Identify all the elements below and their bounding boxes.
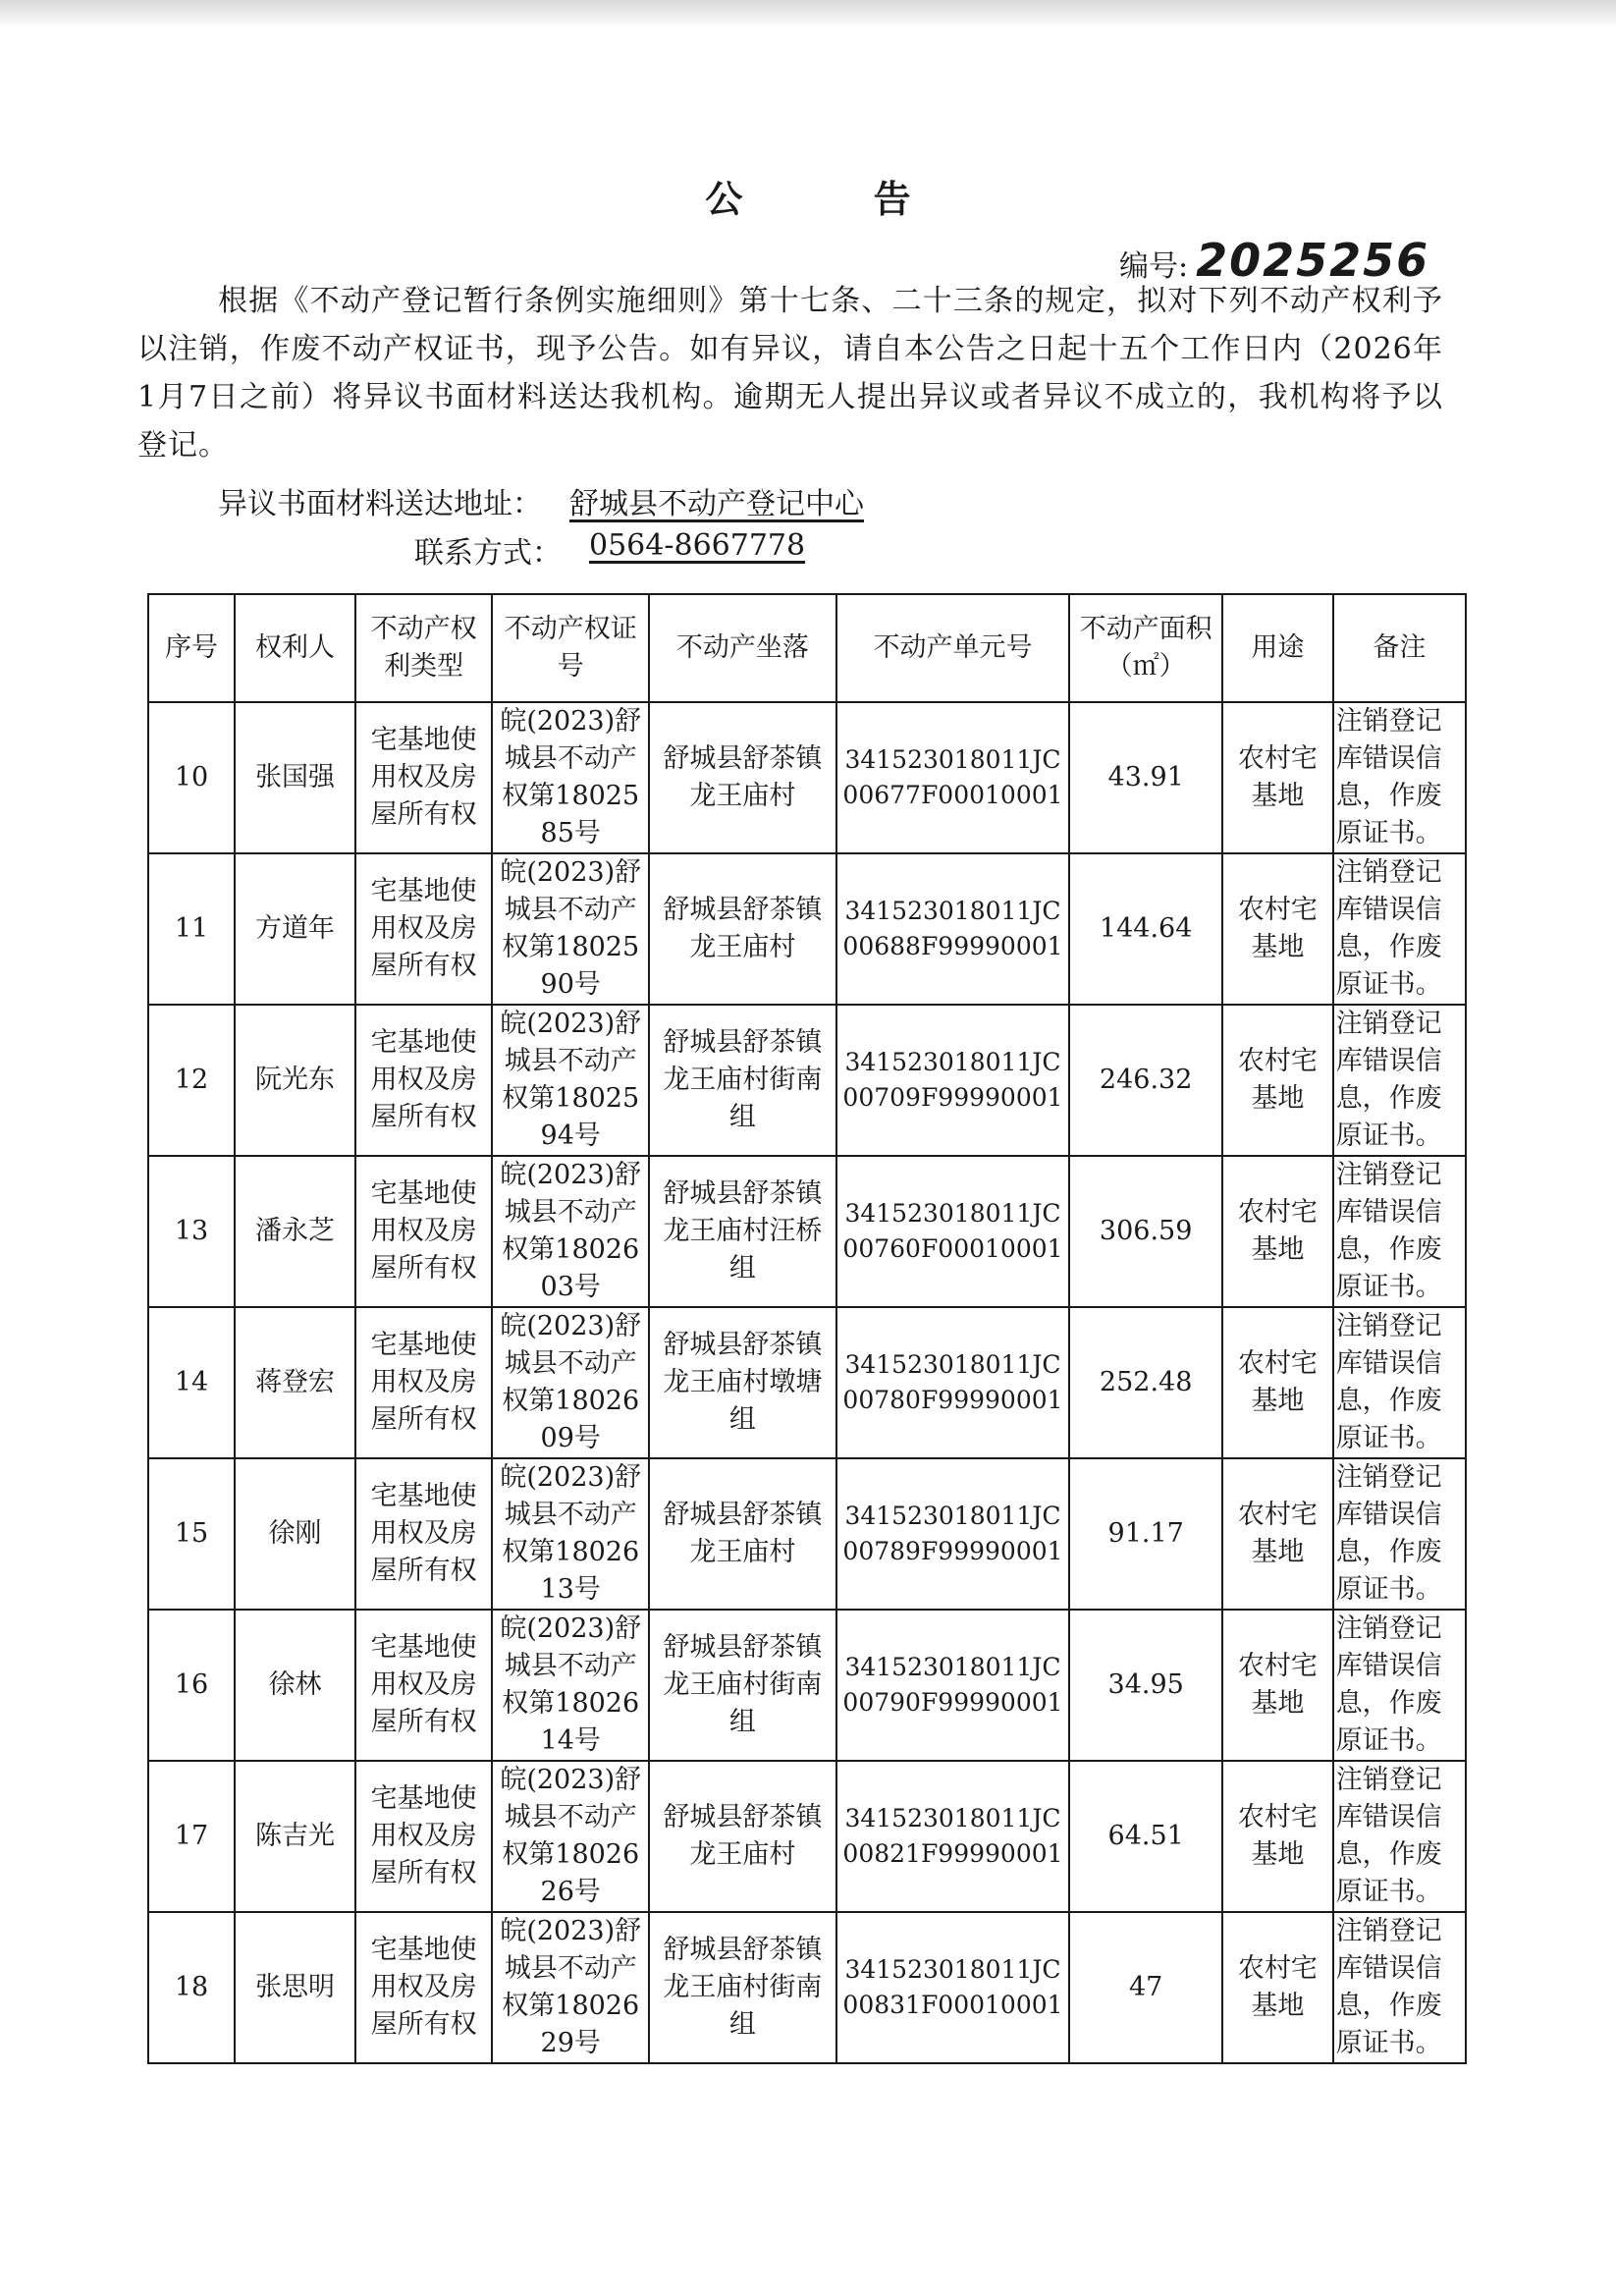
cell-unit: 341523018011JC00821F99990001 bbox=[836, 1761, 1070, 1912]
cell-owner: 陈吉光 bbox=[235, 1761, 355, 1912]
cell-area: 64.51 bbox=[1069, 1761, 1222, 1912]
cell-location: 舒城县舒茶镇龙王庙村 bbox=[649, 1761, 836, 1912]
cell-cert: 皖(2023)舒城县不动产权第1802585号 bbox=[492, 702, 649, 853]
cell-type: 宅基地使用权及房屋所有权 bbox=[355, 1156, 492, 1307]
cell-type: 宅基地使用权及房屋所有权 bbox=[355, 1005, 492, 1156]
cell-area: 91.17 bbox=[1069, 1458, 1222, 1610]
cell-area: 246.32 bbox=[1069, 1005, 1222, 1156]
cell-note: 注销登记库错误信息，作废原证书。 bbox=[1333, 1761, 1466, 1912]
cell-use: 农村宅基地 bbox=[1222, 853, 1333, 1005]
records-table bbox=[147, 593, 1467, 2064]
cell-owner: 徐刚 bbox=[235, 1458, 355, 1610]
cell-owner: 方道年 bbox=[235, 853, 355, 1005]
cell-type: 宅基地使用权及房屋所有权 bbox=[355, 1458, 492, 1610]
cell-seq: 17 bbox=[148, 1761, 235, 1912]
cell-unit: 341523018011JC00831F00010001 bbox=[836, 1912, 1070, 2063]
table-header-row bbox=[148, 594, 1466, 702]
cell-location: 舒城县舒茶镇龙王庙村 bbox=[649, 702, 836, 853]
cell-unit: 341523018011JC00709F99990001 bbox=[836, 1005, 1070, 1156]
cell-type: 宅基地使用权及房屋所有权 bbox=[355, 1912, 492, 2063]
page-title: 公 告 bbox=[705, 177, 970, 221]
header-type: 不动产权利类型 bbox=[355, 594, 492, 702]
contact-label: 联系方式： bbox=[414, 536, 562, 571]
cell-location: 舒城县舒茶镇龙王庙村街南组 bbox=[649, 1912, 836, 2063]
cell-area: 306.59 bbox=[1069, 1156, 1222, 1307]
address-label: 异议书面材料送达地址： bbox=[218, 487, 542, 521]
table-row bbox=[148, 1761, 1466, 1912]
cell-seq: 15 bbox=[148, 1458, 235, 1610]
cell-location: 舒城县舒茶镇龙王庙村 bbox=[649, 1458, 836, 1610]
cell-use: 农村宅基地 bbox=[1222, 1912, 1333, 2063]
table-row bbox=[148, 1458, 1466, 1610]
cell-area: 43.91 bbox=[1069, 702, 1222, 853]
cell-unit: 341523018011JC00780F99990001 bbox=[836, 1307, 1070, 1458]
cell-use: 农村宅基地 bbox=[1222, 1307, 1333, 1458]
cell-unit: 341523018011JC00677F00010001 bbox=[836, 702, 1070, 853]
cell-use: 农村宅基地 bbox=[1222, 1156, 1333, 1307]
cell-note: 注销登记库错误信息，作废原证书。 bbox=[1333, 1005, 1466, 1156]
cell-location: 舒城县舒茶镇龙王庙村汪桥组 bbox=[649, 1156, 836, 1307]
cell-location: 舒城县舒茶镇龙王庙村街南组 bbox=[649, 1005, 836, 1156]
cell-cert: 皖(2023)舒城县不动产权第1802613号 bbox=[492, 1458, 649, 1610]
cell-use: 农村宅基地 bbox=[1222, 1761, 1333, 1912]
scan-shadow bbox=[0, 0, 1616, 27]
cell-cert: 皖(2023)舒城县不动产权第1802603号 bbox=[492, 1156, 649, 1307]
cell-unit: 341523018011JC00760F00010001 bbox=[836, 1156, 1070, 1307]
cell-unit: 341523018011JC00790F99990001 bbox=[836, 1610, 1070, 1761]
table-row bbox=[148, 1005, 1466, 1156]
cell-cert: 皖(2023)舒城县不动产权第1802626号 bbox=[492, 1761, 649, 1912]
header-note: 备注 bbox=[1333, 594, 1466, 702]
header-seq: 序号 bbox=[148, 594, 235, 702]
cell-use: 农村宅基地 bbox=[1222, 1610, 1333, 1761]
cell-cert: 皖(2023)舒城县不动产权第1802594号 bbox=[492, 1005, 649, 1156]
cell-seq: 18 bbox=[148, 1912, 235, 2063]
cell-use: 农村宅基地 bbox=[1222, 1005, 1333, 1156]
cell-seq: 11 bbox=[148, 853, 235, 1005]
cell-unit: 341523018011JC00789F99990001 bbox=[836, 1458, 1070, 1610]
cell-type: 宅基地使用权及房屋所有权 bbox=[355, 1610, 492, 1761]
header-location: 不动产坐落 bbox=[649, 594, 836, 702]
notice-body: 根据《不动产登记暂行条例实施细则》第十七条、二十三条的规定，拟对下列不动产权利予以注销，作废不动产权证书，现予公告。如有异议，请自本公告之日起十五个工作日内（2026年1月7日之前）将异议书面材料送达我机构。逾期无人提出异议或者异议不成立的，我机构将予以登记。 bbox=[137, 284, 1443, 463]
table-row bbox=[148, 1307, 1466, 1458]
cell-use: 农村宅基地 bbox=[1222, 1458, 1333, 1610]
header-area: 不动产面积（㎡） bbox=[1069, 594, 1222, 702]
cell-cert: 皖(2023)舒城县不动产权第1802609号 bbox=[492, 1307, 649, 1458]
cell-area: 34.95 bbox=[1069, 1610, 1222, 1761]
cell-seq: 13 bbox=[148, 1156, 235, 1307]
contact-value: 0564-8667778 bbox=[589, 528, 806, 563]
cell-cert: 皖(2023)舒城县不动产权第1802614号 bbox=[492, 1610, 649, 1761]
address-line bbox=[218, 479, 864, 522]
cell-note: 注销登记库错误信息，作废原证书。 bbox=[1333, 702, 1466, 853]
cell-use: 农村宅基地 bbox=[1222, 702, 1333, 853]
header-unit: 不动产单元号 bbox=[836, 594, 1070, 702]
table-row bbox=[148, 1912, 1466, 2063]
cell-location: 舒城县舒茶镇龙王庙村墩塘组 bbox=[649, 1307, 836, 1458]
cell-note: 注销登记库错误信息，作废原证书。 bbox=[1333, 853, 1466, 1005]
cell-seq: 10 bbox=[148, 702, 235, 853]
address-value: 舒城县不动产登记中心 bbox=[569, 487, 864, 521]
number-value: 2025256 bbox=[1196, 234, 1430, 287]
table-row bbox=[148, 702, 1466, 853]
cell-location: 舒城县舒茶镇龙王庙村 bbox=[649, 853, 836, 1005]
cell-owner: 徐林 bbox=[235, 1610, 355, 1761]
cell-area: 144.64 bbox=[1069, 853, 1222, 1005]
header-use: 用途 bbox=[1222, 594, 1333, 702]
table-row bbox=[148, 1610, 1466, 1761]
cell-note: 注销登记库错误信息，作废原证书。 bbox=[1333, 1610, 1466, 1761]
number-label: 编号: bbox=[1119, 249, 1189, 284]
cell-note: 注销登记库错误信息，作废原证书。 bbox=[1333, 1156, 1466, 1307]
header-owner: 权利人 bbox=[235, 594, 355, 702]
cell-note: 注销登记库错误信息，作废原证书。 bbox=[1333, 1307, 1466, 1458]
contact-line bbox=[414, 528, 805, 572]
cell-note: 注销登记库错误信息，作废原证书。 bbox=[1333, 1912, 1466, 2063]
cell-owner: 潘永芝 bbox=[235, 1156, 355, 1307]
cell-seq: 16 bbox=[148, 1610, 235, 1761]
cell-type: 宅基地使用权及房屋所有权 bbox=[355, 853, 492, 1005]
cell-cert: 皖(2023)舒城县不动产权第1802590号 bbox=[492, 853, 649, 1005]
cell-type: 宅基地使用权及房屋所有权 bbox=[355, 1761, 492, 1912]
cell-note: 注销登记库错误信息，作废原证书。 bbox=[1333, 1458, 1466, 1610]
cell-type: 宅基地使用权及房屋所有权 bbox=[355, 1307, 492, 1458]
cell-owner: 蒋登宏 bbox=[235, 1307, 355, 1458]
cell-seq: 14 bbox=[148, 1307, 235, 1458]
table-row bbox=[148, 853, 1466, 1005]
table-row bbox=[148, 1156, 1466, 1307]
cell-owner: 张思明 bbox=[235, 1912, 355, 2063]
cell-area: 47 bbox=[1069, 1912, 1222, 2063]
cell-cert: 皖(2023)舒城县不动产权第1802629号 bbox=[492, 1912, 649, 2063]
cell-owner: 阮光东 bbox=[235, 1005, 355, 1156]
cell-unit: 341523018011JC00688F99990001 bbox=[836, 853, 1070, 1005]
cell-type: 宅基地使用权及房屋所有权 bbox=[355, 702, 492, 853]
cell-owner: 张国强 bbox=[235, 702, 355, 853]
cell-seq: 12 bbox=[148, 1005, 235, 1156]
cell-area: 252.48 bbox=[1069, 1307, 1222, 1458]
cell-location: 舒城县舒茶镇龙王庙村街南组 bbox=[649, 1610, 836, 1761]
header-cert: 不动产权证号 bbox=[492, 594, 649, 702]
